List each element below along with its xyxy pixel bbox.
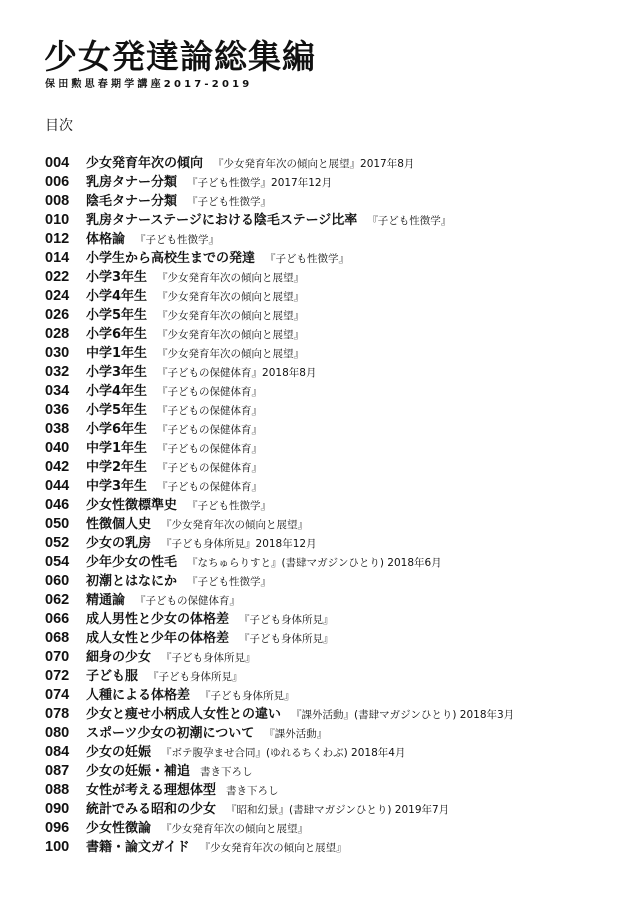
toc-entry-title: 小学6年生: [86, 327, 148, 342]
toc-page-number: 024: [45, 288, 70, 304]
toc-entry-source: 『子どもの保健体育』2018年8月: [157, 367, 317, 379]
toc-page-number: 050: [45, 516, 70, 532]
toc-entry-source: 『少女発育年次の傾向と展望』2017年8月: [213, 158, 415, 170]
toc-entry-source: 『子ども性徴学』: [265, 253, 350, 265]
toc-page-number: 022: [45, 269, 70, 285]
toc-entry-source: 書き下ろし: [200, 766, 253, 778]
toc-entry-title: 少女性徴標準史: [86, 498, 178, 513]
toc-entry-source: 『なちゅらりすと』(書肆マガジンひとり) 2018年6月: [187, 557, 442, 569]
toc-entry-source: 『子どもの保健体育』: [157, 481, 263, 493]
toc-entry-title: 統計でみる昭和の少女: [86, 802, 217, 817]
toc-entry-title: 書籍・論文ガイド: [86, 840, 190, 855]
toc-entry: [45, 760, 625, 779]
toc-entry-title: 体格論: [86, 232, 126, 247]
toc-page-number: 100: [45, 839, 70, 855]
toc-entry-title: 子ども服: [86, 669, 139, 684]
toc-entry-title: 中学3年生: [86, 479, 148, 494]
toc-entry-source: 『少女発育年次の傾向と展望』: [157, 272, 305, 284]
toc-entry-title: 成人女性と少年の体格差: [86, 631, 230, 646]
toc-entry-source: 『子どもの保健体育』: [157, 386, 263, 398]
toc-page-number: 014: [45, 250, 70, 266]
toc-entry-source: 『少女発育年次の傾向と展望』: [157, 310, 305, 322]
toc-entry-source: 『子どもの保健体育』: [135, 595, 241, 607]
toc-page-number: 044: [45, 478, 70, 494]
toc-entry: [45, 171, 625, 190]
toc-entry: [45, 323, 625, 342]
toc-page-number: 040: [45, 440, 70, 456]
toc-entry: [45, 836, 625, 855]
toc-entry-title: 陰毛タナー分類: [86, 194, 178, 209]
toc-entry-title: 少女の妊娠: [86, 745, 152, 760]
toc-entry-title: 女性が考える理想体型: [86, 783, 217, 798]
toc-entry-source: 『子ども性徴学』: [187, 196, 272, 208]
toc-entry: [45, 551, 625, 570]
toc-entry: [45, 456, 625, 475]
toc-entry-title: 少女発育年次の傾向: [86, 156, 204, 171]
toc-entry: [45, 627, 625, 646]
toc-entry-title: 少年少女の性毛: [86, 555, 178, 570]
toc-entry-source: 『子ども性徴学』: [135, 234, 220, 246]
toc-entry: [45, 570, 625, 589]
document-title: 少女発達論総集編: [44, 37, 316, 76]
toc-page-number: 088: [45, 782, 70, 798]
toc-entry-source: 『子ども身体所見』: [239, 633, 334, 645]
toc-entry: [45, 228, 625, 247]
toc-entry-title: 精通論: [86, 593, 126, 608]
toc-entry-source: 『昭和幻景』(書肆マガジンひとり) 2019年7月: [226, 804, 450, 816]
toc-entry-title: 少女の妊娠・補追: [86, 764, 191, 779]
toc-entry-title: 少女と痩せ小柄成人女性との違い: [86, 707, 282, 722]
toc-page-number: 078: [45, 706, 70, 722]
toc-entry: [45, 190, 625, 209]
toc-entry-title: 小学5年生: [86, 403, 148, 418]
toc-entry-title: 乳房タナー分類: [86, 175, 178, 190]
toc-entry: [45, 380, 625, 399]
toc-entry: [45, 285, 625, 304]
toc-entry-title: 小学4年生: [86, 384, 148, 399]
toc-entry-source: 『課外活動』: [264, 728, 328, 740]
toc-entry-title: 初潮とはなにか: [86, 574, 178, 589]
toc-heading: 目次: [45, 118, 73, 134]
toc-entry: [45, 779, 625, 798]
toc-page-number: 068: [45, 630, 70, 646]
toc-entry: [45, 209, 625, 228]
toc-entry: [45, 247, 625, 266]
toc-page-number: 054: [45, 554, 70, 570]
toc-page-number: 046: [45, 497, 70, 513]
toc-entry: [45, 304, 625, 323]
toc-entry: [45, 437, 625, 456]
toc-entry: [45, 418, 625, 437]
toc-entry: [45, 741, 625, 760]
toc-page-number: 036: [45, 402, 70, 418]
toc-page-number: 052: [45, 535, 70, 551]
toc-page-number: 004: [45, 155, 70, 171]
toc-entry: [45, 703, 625, 722]
toc-page-number: 010: [45, 212, 70, 228]
toc-entry: [45, 494, 625, 513]
toc-page-number: 070: [45, 649, 70, 665]
toc-entry-source: 『子ども身体所見』2018年12月: [161, 538, 317, 550]
toc-entry: [45, 399, 625, 418]
toc-entry: [45, 266, 625, 285]
toc-entry: [45, 665, 625, 684]
toc-entry-title: 細身の少女: [86, 650, 152, 665]
toc-page-number: 087: [45, 763, 70, 779]
toc-entry: [45, 608, 625, 627]
toc-entry-title: 中学1年生: [86, 346, 148, 361]
toc-entry-source: 『子ども身体所見』: [148, 671, 243, 683]
toc-entry-source: 『子ども性徴学』2017年12月: [187, 177, 333, 189]
toc-entry-title: 人種による体格差: [86, 688, 191, 703]
toc-entry-title: スポーツ少女の初潮について: [86, 726, 255, 741]
toc-entry: [45, 361, 625, 380]
toc-page-number: 034: [45, 383, 70, 399]
toc-page-number: 012: [45, 231, 70, 247]
toc-entry-source: 書き下ろし: [226, 785, 279, 797]
toc-entry-source: 『子ども性徴学』: [187, 576, 272, 588]
toc-page-number: 090: [45, 801, 70, 817]
toc-entry-source: 『子ども身体所見』: [161, 652, 256, 664]
toc-page-number: 042: [45, 459, 70, 475]
toc-entry: [45, 817, 625, 836]
toc-entry-source: 『子ども身体所見』: [239, 614, 334, 626]
toc-page-number: 008: [45, 193, 70, 209]
toc-page-number: 084: [45, 744, 70, 760]
toc-page-number: 062: [45, 592, 70, 608]
toc-entry-source: 『子どもの保健体育』: [157, 462, 263, 474]
toc-entry-title: 性徴個人史: [86, 517, 152, 532]
toc-entry-title: 小学生から高校生までの発達: [86, 251, 256, 266]
toc-entry-source: 『少女発育年次の傾向と展望』: [199, 842, 347, 854]
toc-entry-title: 小学3年生: [86, 270, 148, 285]
toc-entry-source: 『少女発育年次の傾向と展望』: [157, 348, 305, 360]
toc-entry-source: 『子ども性徴学』: [367, 215, 452, 227]
toc-entry-title: 中学1年生: [86, 441, 148, 456]
toc-entry-source: 『少女発育年次の傾向と展望』: [157, 291, 305, 303]
toc-entry: [45, 532, 625, 551]
toc-entry-title: 乳房タナーステージにおける陰毛ステージ比率: [86, 213, 358, 228]
toc-page-number: 080: [45, 725, 70, 741]
toc-entry-source: 『少女発育年次の傾向と展望』: [161, 823, 309, 835]
toc-entry: [45, 646, 625, 665]
toc-page-number: 028: [45, 326, 70, 342]
toc-entry-source: 『少女発育年次の傾向と展望』: [161, 519, 309, 531]
toc-entry-source: 『子ども性徴学』: [187, 500, 272, 512]
document-subtitle: 保田勲思春期学講座2017-2019: [45, 79, 253, 90]
toc-page-number: 074: [45, 687, 70, 703]
toc-page-number: 096: [45, 820, 70, 836]
toc-entry-source: 『課外活動』(書肆マガジンひとり) 2018年3月: [291, 709, 515, 721]
toc-entry: [45, 475, 625, 494]
toc-page-number: 006: [45, 174, 70, 190]
toc-entry-source: 『子どもの保健体育』: [157, 424, 263, 436]
toc-page-number: 032: [45, 364, 70, 380]
toc-entry-source: 『子どもの保健体育』: [157, 443, 263, 455]
toc-entry: [45, 684, 625, 703]
toc-entry-source: 『ボテ腹孕ませ合同』(ゆれるちくわぶ) 2018年4月: [161, 747, 406, 759]
toc-entry-title: 少女性徴論: [86, 821, 152, 836]
toc-entry: [45, 513, 625, 532]
toc-page-number: 072: [45, 668, 70, 684]
toc-entry-title: 成人男性と少女の体格差: [86, 612, 230, 627]
toc-entry-title: 小学6年生: [86, 422, 148, 437]
toc-page-number: 030: [45, 345, 70, 361]
toc-entry: [45, 798, 625, 817]
toc-entry-title: 少女の乳房: [86, 536, 152, 551]
toc-entry-source: 『子どもの保健体育』: [157, 405, 263, 417]
toc-page-number: 060: [45, 573, 70, 589]
toc-entry: [45, 342, 625, 361]
toc-entry-title: 小学5年生: [86, 308, 148, 323]
toc-entry: [45, 589, 625, 608]
toc-entry: [45, 722, 625, 741]
toc-page-number: 026: [45, 307, 70, 323]
toc-page-number: 038: [45, 421, 70, 437]
toc-entry-title: 中学2年生: [86, 460, 148, 475]
toc-page-number: 066: [45, 611, 70, 627]
toc-entry-title: 小学3年生: [86, 365, 148, 380]
table-of-contents: [45, 152, 625, 855]
toc-entry: [45, 152, 625, 171]
toc-entry-title: 小学4年生: [86, 289, 148, 304]
toc-entry-source: 『少女発育年次の傾向と展望』: [157, 329, 305, 341]
toc-entry-source: 『子ども身体所見』: [200, 690, 295, 702]
